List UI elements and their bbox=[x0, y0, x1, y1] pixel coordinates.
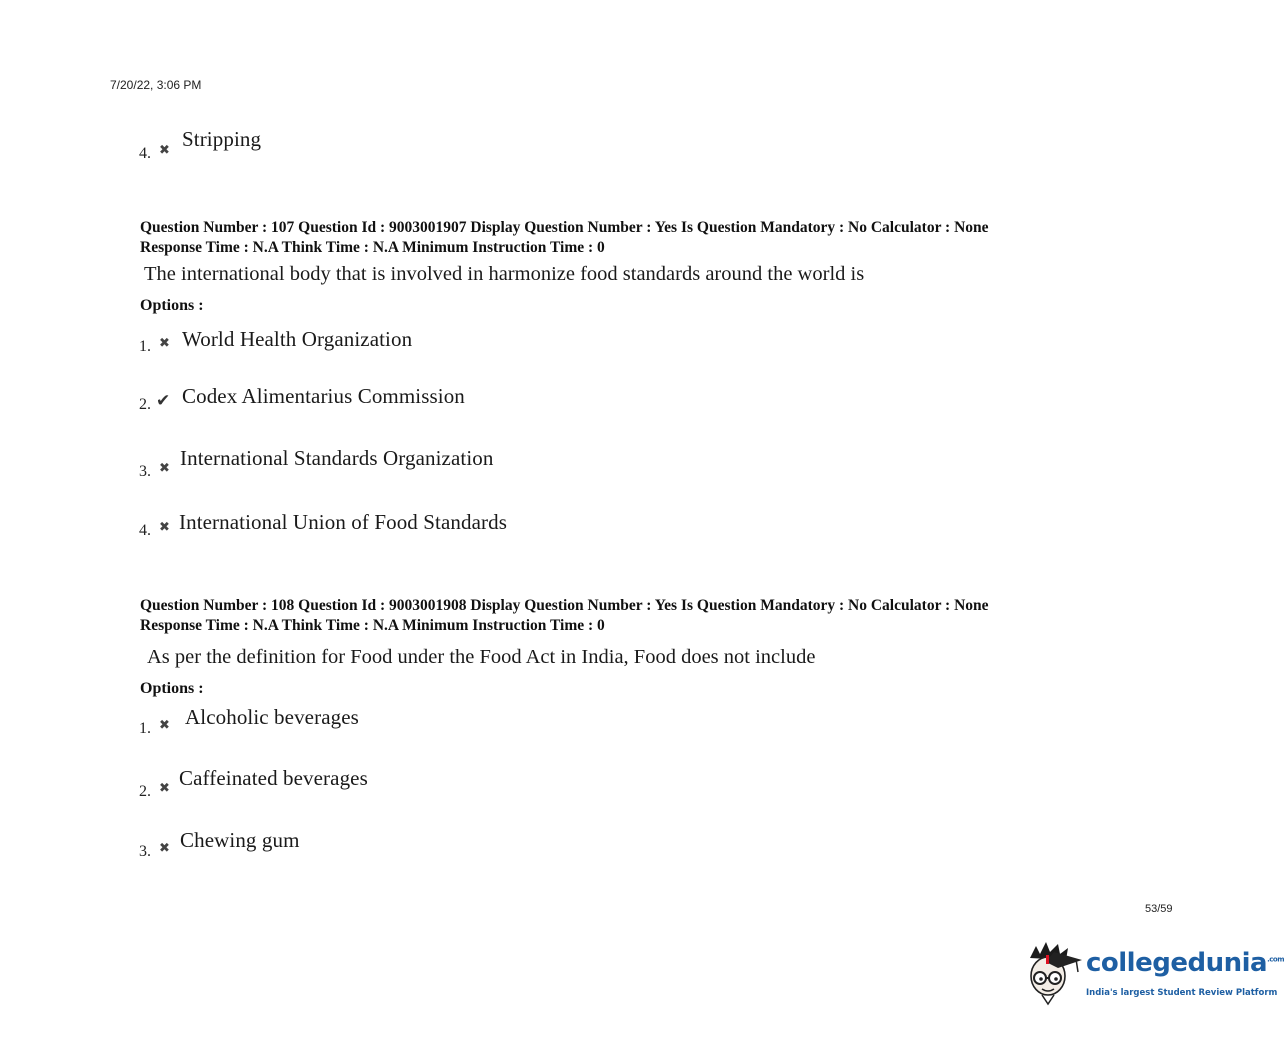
q107-options-label: Options : bbox=[140, 297, 204, 314]
option-text: World Health Organization bbox=[182, 327, 413, 351]
q107-question-text: The international body that is involved in harmonize food standards around the world is bbox=[144, 263, 865, 285]
option-text: International Union of Food Standards bbox=[179, 510, 507, 534]
wrong-mark-icon: ✖ bbox=[159, 781, 170, 796]
logo-wordmark: collegedunia$^{.com}$ bbox=[1086, 948, 1284, 978]
mascot-icon bbox=[1024, 938, 1086, 1010]
wrong-mark-icon: ✖ bbox=[159, 143, 170, 158]
option-number: 3. bbox=[139, 463, 151, 480]
q107-meta-line1: Question Number : 107 Question Id : 9003001907 Display Question Number : Yes Is Question Mandatory : No Calculator : None bbox=[140, 219, 989, 236]
option-number: 2. bbox=[139, 783, 151, 800]
wrong-mark-icon: ✖ bbox=[159, 461, 170, 476]
wrong-mark-icon: ✖ bbox=[159, 841, 170, 856]
q108-question-text: As per the definition for Food under the Food Act in India, Food does not include bbox=[147, 646, 816, 668]
option-text: Stripping bbox=[182, 127, 262, 151]
q108-meta bbox=[140, 596, 989, 636]
page-number: 53/59 bbox=[1145, 903, 1173, 915]
q108-meta-line1: Question Number : 108 Question Id : 9003001908 Display Question Number : Yes Is Question Mandatory : No Calculator : None bbox=[140, 597, 989, 614]
option-number: 4. bbox=[139, 145, 151, 162]
wrong-mark-icon: ✖ bbox=[159, 336, 170, 351]
collegedunia-logo bbox=[1024, 938, 1284, 1010]
option-text: International Standards Organization bbox=[180, 446, 494, 470]
q107-meta-line2: Response Time : N.A Think Time : N.A Minimum Instruction Time : 0 bbox=[140, 239, 605, 256]
option-text: Codex Alimentarius Commission bbox=[182, 384, 465, 408]
q108-options-label: Options : bbox=[140, 680, 204, 697]
correct-check-icon: ✔ bbox=[156, 391, 171, 411]
option-number: 1. bbox=[139, 720, 151, 737]
option-text: Caffeinated beverages bbox=[179, 766, 368, 790]
option-number: 4. bbox=[139, 522, 151, 539]
option-number: 3. bbox=[139, 843, 151, 860]
wrong-mark-icon: ✖ bbox=[159, 520, 170, 535]
option-text: Alcoholic beverages bbox=[185, 705, 359, 729]
logo-tagline: India's largest Student Review Platform bbox=[1086, 988, 1278, 998]
q108-meta-line2: Response Time : N.A Think Time : N.A Minimum Instruction Time : 0 bbox=[140, 617, 605, 634]
print-timestamp: 7/20/22, 3:06 PM bbox=[110, 78, 202, 92]
q107-meta bbox=[140, 218, 989, 258]
option-number: 1. bbox=[139, 338, 151, 355]
option-text: Chewing gum bbox=[180, 828, 300, 852]
wrong-mark-icon: ✖ bbox=[159, 718, 170, 733]
option-number: 2. bbox=[139, 396, 151, 413]
